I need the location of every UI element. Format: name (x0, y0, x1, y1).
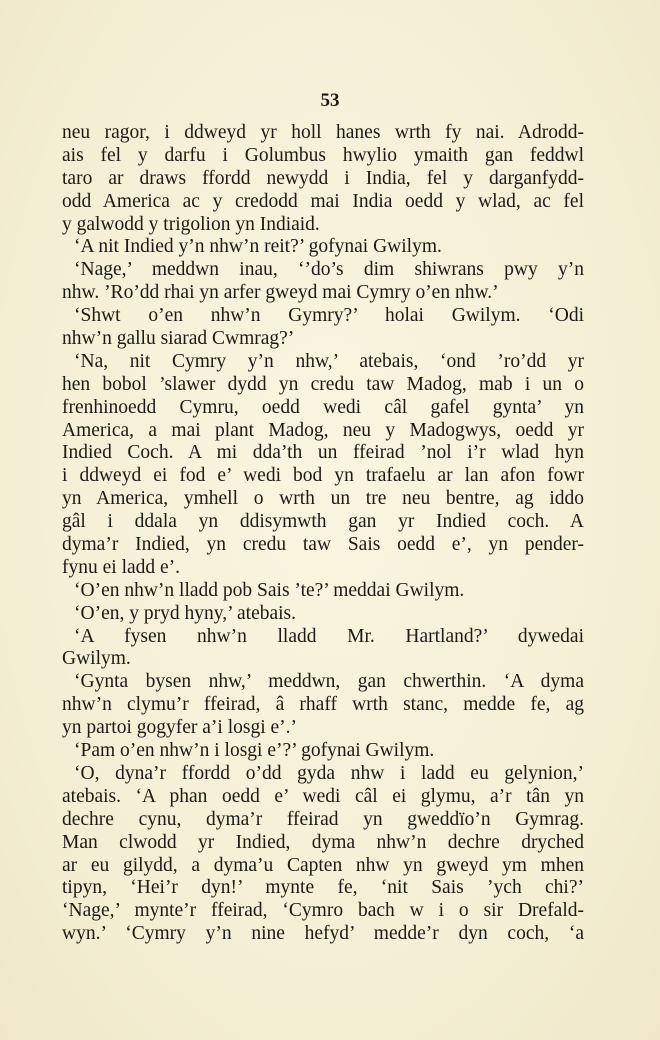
text-line: frenhinoedd Cymru, oedd wedi câl gafel gynta’ yn (62, 396, 584, 418)
paragraph (62, 351, 584, 580)
text-line: odd America ac y credodd mai India oedd y wlad, ac fel (62, 190, 584, 212)
text-line: nhw’n clymu’r ffeirad, â rhaff wrth stanc, medde fe, ag (62, 694, 584, 716)
paragraph (62, 763, 584, 946)
text-line: dechre cynu, dyma’r ffeirad yn gweddïo’n Gymrag. (62, 808, 584, 830)
text-line: ar eu gilydd, a dyma’u Capten nhw yn gweyd ym mhen (62, 854, 584, 876)
text-line: Indied Coch. A mi dda’th un ffeirad ’nol i’r wlad hyn (62, 442, 584, 464)
text-line: taro ar draws ffordd newydd i India, fel y darganfydd- (62, 167, 584, 189)
text-line: ais fel y darfu i Golumbus hwylio ymaith gan feddwl (62, 144, 584, 166)
paragraph (62, 740, 584, 763)
paragraph (62, 603, 584, 626)
paragraph (62, 626, 584, 672)
text-line: y galwodd y trigolion yn Indiaid. (62, 213, 320, 235)
paragraph (62, 122, 584, 236)
text-line: nhw. ’Ro’dd rhai yn arfer gweyd mai Cymry o’en nhw.’ (62, 282, 499, 304)
text-line: Gwilym. (62, 648, 131, 670)
text-line: Man clwodd yr Indied, dyma nhw’n dechre dryched (62, 831, 584, 853)
text-line: wyn.’ ‘Cymry y’n nine hefyd’ medde’r dyn coch, ‘a (62, 923, 584, 945)
text-line: neu ragor, i ddweyd yr holl hanes wrth fy nai. Adrodd- (62, 122, 584, 143)
text-line: ‘A nit Indied y’n nhw’n reit?’ gofynai Gwilym. (74, 236, 442, 258)
paragraph (62, 580, 584, 603)
text-line: tipyn, ‘Hei’r dyn!’ mynte fe, ‘nit Sais ’ych chi?’ (62, 877, 584, 899)
text-line: atebais. ‘A phan oedd e’ wedi câl ei glymu, a’r tân yn (62, 785, 584, 807)
text-line: ‘Pam o’en nhw’n i losgi e’?’ gofynai Gwilym. (74, 740, 435, 762)
text-line: ‘Gynta bysen nhw,’ meddwn, gan chwerthin. ‘A dyma (74, 671, 584, 693)
text-line: ‘O’en nhw’n lladd pob Sais ’te?’ meddai Gwilym. (74, 579, 465, 601)
text-line: dyma’r Indied, yn credu taw Sais oedd e’, yn pender- (62, 534, 584, 556)
paragraph (62, 305, 584, 351)
text-line: America, a mai plant Madog, neu y Madogwys, oedd yr (62, 419, 584, 441)
text-line: i ddweyd ei fod e’ wedi bod yn trafaelu ar lan afon fowr (62, 465, 584, 487)
paragraph (62, 671, 584, 740)
text-line: nhw’n gallu siarad Cwmrag?’ (62, 328, 295, 350)
text-line: yn partoi gogyfer a’i losgi e’.’ (62, 717, 298, 739)
page-number: 53 (320, 90, 340, 111)
text-line: ‘Na, nit Cymry y’n nhw,’ atebais, ‘ond ’ro’dd yr (74, 350, 584, 372)
paragraph (62, 236, 584, 259)
text-line: yn America, ymhell o wrth un tre neu bentre, ag iddo (62, 488, 584, 510)
text-line: ‘Nage,’ mynte’r ffeirad, ‘Cymro bach w i o sir Drefald- (62, 900, 584, 922)
body-text (62, 122, 584, 946)
text-line: ‘A fysen nhw’n lladd Mr. Hartland?’ dywedai (74, 625, 584, 647)
text-line: ‘Nage,’ meddwn inau, ‘’do’s dim shiwrans pwy y’n (74, 259, 584, 281)
text-line: gâl i ddala yn ddisymwth gan yr Indied coch. A (62, 511, 584, 533)
text-line: fynu ei ladd e’. (62, 556, 181, 578)
text-line: ‘O’en, y pryd hyny,’ atebais. (74, 602, 297, 624)
text-line: ‘Shwt o’en nhw’n Gymry?’ holai Gwilym. ‘Odi (74, 305, 584, 327)
paragraph (62, 259, 584, 305)
text-line: ‘O, dyna’r ffordd o’dd gyda nhw i ladd eu gelynion,’ (74, 762, 584, 784)
text-line: hen bobol ’slawer dydd yn credu taw Madog, mab i un o (62, 373, 584, 395)
